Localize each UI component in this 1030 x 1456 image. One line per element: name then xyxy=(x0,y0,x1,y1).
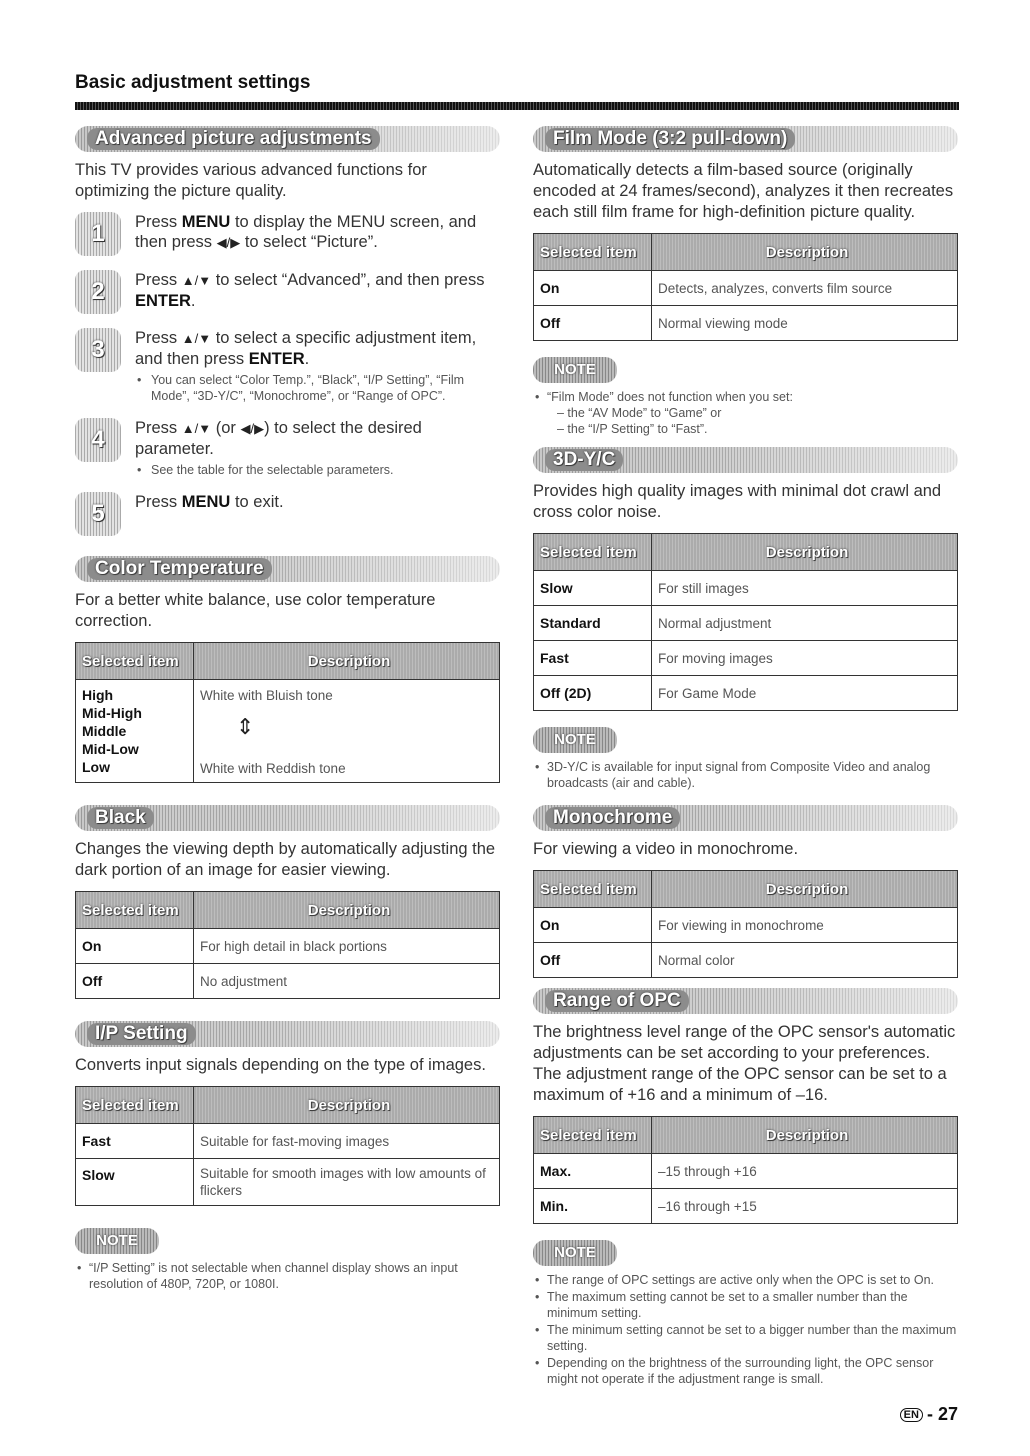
step-number: 3 xyxy=(75,328,121,372)
section-intro: The brightness level range of the OPC sensor's automatic adjustments can be set according to your preferences. The adjustment range of the OPC sensor can be set to a maximum of +16 and a minimum of –16. xyxy=(533,1023,956,1104)
section-title: Color Temperature xyxy=(87,558,272,580)
step-1 xyxy=(75,212,500,256)
up-down-arrow-icon: ▲/▼ xyxy=(181,331,212,346)
note-list: • 3D-Y/C is available for input signal from Composite Video and analog broadcasts (air and cable). xyxy=(533,759,958,791)
step-3 xyxy=(75,328,500,404)
table-row: Off Normal viewing mode xyxy=(534,306,958,341)
language-badge: EN xyxy=(900,1408,923,1422)
table-header-description: Description xyxy=(652,534,958,571)
ip-setting-table xyxy=(75,1086,500,1206)
bluish-tone-text: White with Bluish tone xyxy=(200,688,333,703)
table-header-description: Description xyxy=(194,892,500,929)
section-banner-color-temperature xyxy=(75,556,500,582)
table-row: Fast Suitable for fast-moving images xyxy=(76,1124,500,1159)
color-temperature-table xyxy=(75,642,500,783)
table-header-item: Selected item xyxy=(534,534,652,571)
reddish-tone-text: White with Reddish tone xyxy=(200,761,346,776)
section-title: Film Mode (3:2 pull-down) xyxy=(545,128,795,150)
up-down-arrow-icon: ⇕ xyxy=(236,714,255,739)
section-intro: For a better white balance, use color temperature correction. xyxy=(75,591,436,630)
table-row: Fast For moving images xyxy=(534,641,958,676)
step-2 xyxy=(75,270,500,314)
table-header-item: Selected item xyxy=(534,871,652,908)
section-banner-3d-yc xyxy=(533,447,958,473)
section-banner-monochrome xyxy=(533,805,958,831)
color-temp-description xyxy=(194,680,500,783)
step-5 xyxy=(75,492,500,536)
3d-yc-table xyxy=(533,533,958,711)
color-temp-items: High Mid-High Middle Mid-Low Low xyxy=(76,680,194,783)
section-intro: This TV provides various advanced functions for optimizing the picture quality. xyxy=(75,161,427,200)
table-header-description: Description xyxy=(194,1087,500,1124)
table-header-description: Description xyxy=(652,1117,958,1154)
step-text: Press ▲/▼ (or ◀/▶) to select the desired parameter. • See the table for the selectable parameters. xyxy=(135,418,500,478)
left-right-arrow-icon: ◀/▶ xyxy=(216,235,241,250)
section-title: Black xyxy=(87,807,154,829)
table-row: On For high detail in black portions xyxy=(76,929,500,964)
section-title: 3D-Y/C xyxy=(545,449,623,471)
table-row: Off (2D) For Game Mode xyxy=(534,676,958,711)
section-title: Range of OPC xyxy=(545,990,689,1012)
black-table xyxy=(75,891,500,999)
section-intro: Converts input signals depending on the type of images. xyxy=(75,1056,486,1074)
header-rule xyxy=(75,102,959,110)
page-number: EN - 27 xyxy=(900,1404,958,1425)
table-header-item: Selected item xyxy=(76,1087,194,1124)
up-down-arrow-icon: ▲/▼ xyxy=(181,421,212,436)
monochrome-table xyxy=(533,870,958,978)
note-list: • “Film Mode” does not function when you set: – the “AV Mode” to “Game” or – the “I/P Setting” to “Fast”. xyxy=(533,389,958,437)
up-down-arrow-icon: ▲/▼ xyxy=(181,273,212,288)
step-4 xyxy=(75,418,500,478)
right-column xyxy=(533,126,958,1388)
left-right-arrow-icon: ◀/▶ xyxy=(240,421,265,436)
section-intro: Provides high quality images with minimal dot crawl and cross color noise. xyxy=(533,482,942,521)
table-header-item: Selected item xyxy=(534,234,652,271)
section-banner-ip-setting xyxy=(75,1021,500,1047)
step-number: 4 xyxy=(75,418,121,462)
table-row: Min. –16 through +15 xyxy=(534,1189,958,1224)
section-intro: Changes the viewing depth by automatically adjusting the dark portion of an image for easier viewing. xyxy=(75,840,496,879)
section-title: I/P Setting xyxy=(87,1023,196,1045)
section-title: Monochrome xyxy=(545,807,680,829)
table-row: Slow For still images xyxy=(534,571,958,606)
note-badge: NOTE xyxy=(533,727,617,753)
note-list: • The range of OPC settings are active only when the OPC is set to On. • The maximum setting cannot be set to a smaller number than the minimum setting. • The minimum setting cannot be set to a bigger number than the maximum setting. • Depending on the brightness of the surrounding light, the OPC sensor might not operate if the adjustment range is small. xyxy=(533,1272,958,1387)
table-header-item: Selected item xyxy=(534,1117,652,1154)
table-row: On Detects, analyzes, converts film source xyxy=(534,271,958,306)
step-number: 2 xyxy=(75,270,121,314)
range-of-opc-table xyxy=(533,1116,958,1224)
table-row xyxy=(76,680,500,783)
film-mode-table xyxy=(533,233,958,341)
table-row: Off No adjustment xyxy=(76,964,500,999)
table-header-item: Selected item xyxy=(76,892,194,929)
step-text: Press MENU to display the MENU screen, and then press ◀/▶ to select “Picture”. xyxy=(135,213,477,251)
step-text: Press ▲/▼ to select “Advanced”, and then press ENTER. xyxy=(135,271,485,310)
table-header-description: Description xyxy=(652,234,958,271)
table-row: Slow Suitable for smooth images with low amounts of flickers xyxy=(76,1159,500,1206)
table-row: Off Normal color xyxy=(534,943,958,978)
section-banner-range-of-opc xyxy=(533,988,958,1014)
steps-list xyxy=(75,212,500,536)
section-banner-film-mode xyxy=(533,126,958,152)
step-note: • See the table for the selectable parameters. xyxy=(135,462,500,478)
section-banner-black xyxy=(75,805,500,831)
table-header-item: Selected item xyxy=(76,643,194,680)
table-row: Max. –15 through +16 xyxy=(534,1154,958,1189)
step-text: Press MENU to exit. xyxy=(135,493,284,511)
section-intro: For viewing a video in monochrome. xyxy=(533,840,799,858)
table-header-description: Description xyxy=(194,643,500,680)
section-intro: Automatically detects a film-based source (originally encoded at 24 frames/second), analyzes it then recreates each still film frame for high-definition picture quality. xyxy=(533,161,954,221)
note-badge: NOTE xyxy=(533,1240,617,1266)
section-title: Advanced picture adjustments xyxy=(87,128,380,150)
note-list: • “I/P Setting” is not selectable when channel display shows an input resolution of 480P, 720P, or 1080I. xyxy=(75,1260,500,1292)
left-column xyxy=(75,126,500,1293)
step-number: 5 xyxy=(75,492,121,536)
table-header-description: Description xyxy=(652,871,958,908)
step-note: • You can select “Color Temp.”, “Black”, “I/P Setting”, “Film Mode”, “3D-Y/C”, “Monochrome”, or “Range of OPC”. xyxy=(135,372,500,404)
step-text: Press ▲/▼ to select a specific adjustment item, and then press ENTER. • You can select “Color Temp.”, “Black”, “I/P Setting”, “Film Mode”, “3D-Y/C”, “Monochrome”, or “Range of OPC”. xyxy=(135,328,500,404)
step-number: 1 xyxy=(75,212,121,256)
note-badge: NOTE xyxy=(533,357,617,383)
page-title: Basic adjustment settings xyxy=(75,72,311,93)
section-banner-advanced xyxy=(75,126,500,152)
note-badge: NOTE xyxy=(75,1228,159,1254)
table-row: Standard Normal adjustment xyxy=(534,606,958,641)
table-row: On For viewing in monochrome xyxy=(534,908,958,943)
